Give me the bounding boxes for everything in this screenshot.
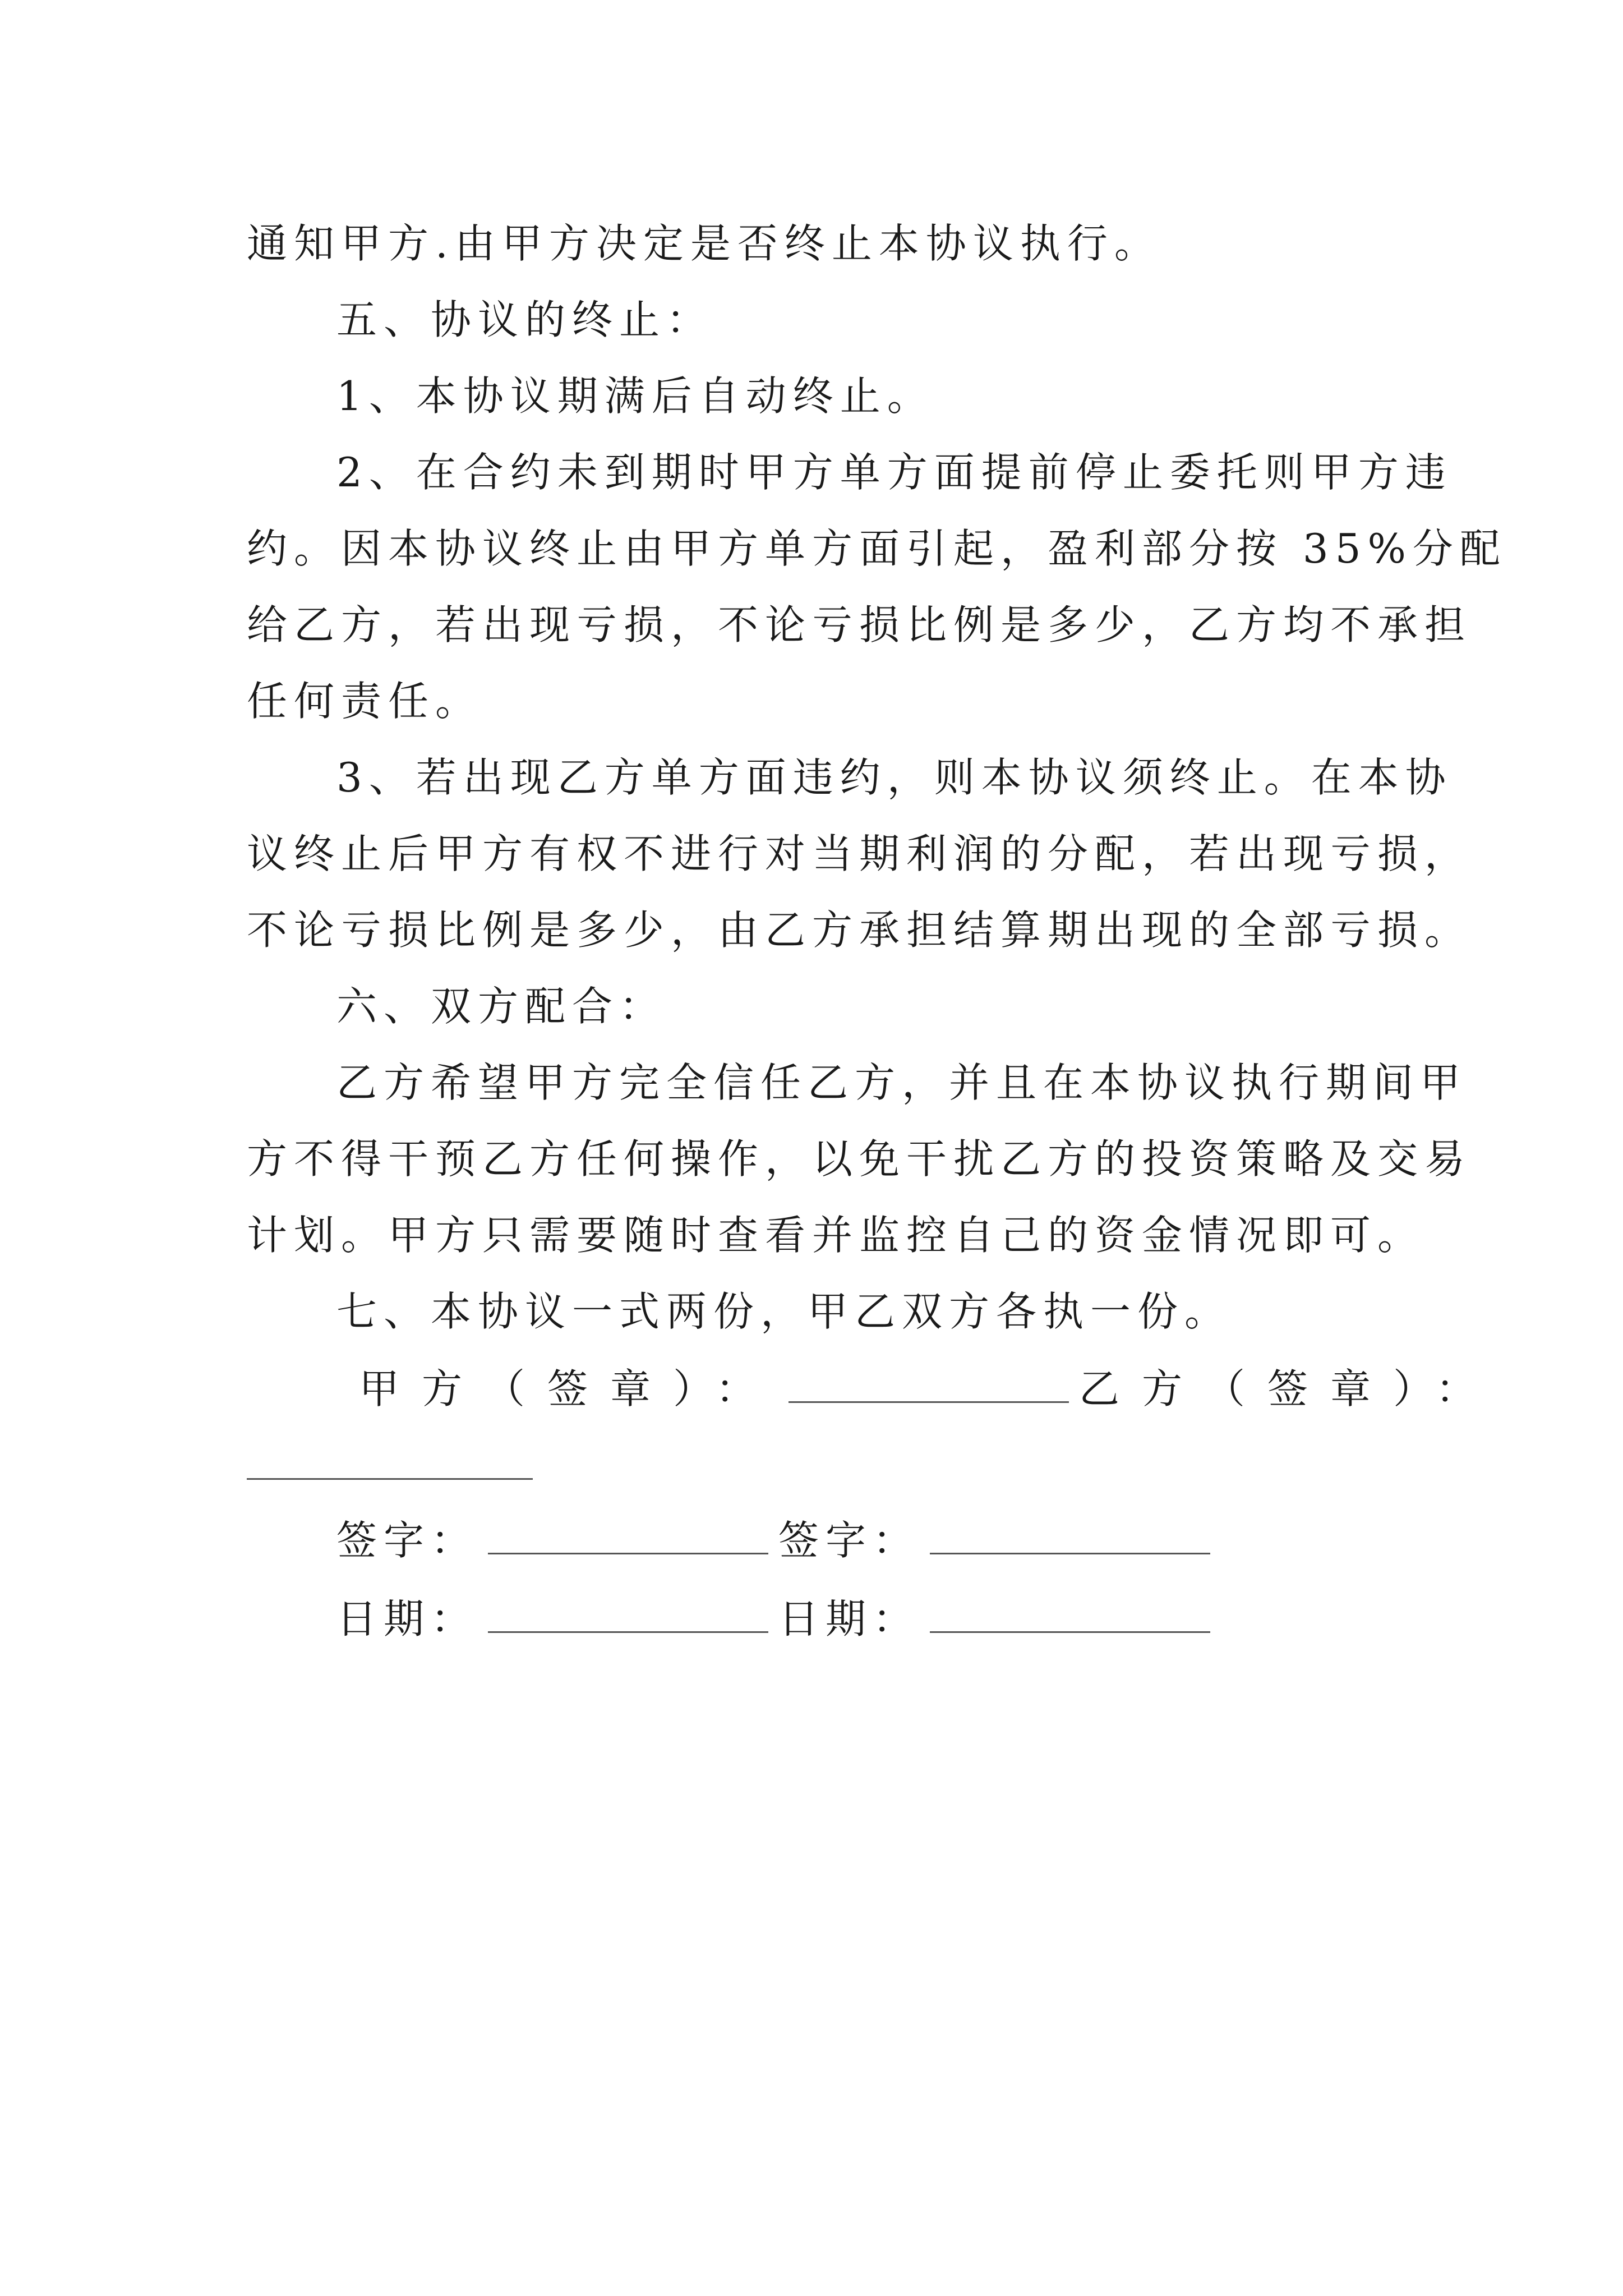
party-b-seal-label: 乙方（签章）： [1079, 1365, 1499, 1412]
date-row [336, 1595, 1220, 1642]
party-a-date-label: 日期： [336, 1595, 478, 1642]
paragraph-line: 七、本协议一式两份，甲乙双方各执一份。 [336, 1288, 1232, 1335]
party-b-date-blank [930, 1626, 1210, 1633]
party-b-seal-blank [247, 1478, 533, 1480]
section-heading: 六、双方配合： [336, 983, 667, 1030]
party-b-sign-blank [930, 1547, 1210, 1554]
paragraph-line: 约。因本协议终止由甲方单方面引起，盈利部分按 35%分配 [247, 525, 1507, 572]
party-a-seal-label: 甲方（签章）： [359, 1365, 779, 1412]
party-a-seal-blank [789, 1396, 1069, 1403]
party-b-date-label: 日期： [778, 1595, 920, 1642]
paragraph-line: 不论亏损比例是多少，由乙方承担结算期出现的全部亏损。 [247, 907, 1472, 954]
paragraph-line: 任何责任。 [247, 678, 483, 725]
paragraph-line: 1、本协议期满后自动终止。 [336, 372, 934, 420]
sign-row [336, 1517, 1220, 1564]
signature-row [359, 1365, 1499, 1412]
section-heading: 五、协议的终止： [336, 296, 714, 343]
paragraph-line: 3、若出现乙方单方面违约，则本协议须终止。在本协 [336, 754, 1453, 801]
paragraph-line: 议终止后甲方有权不进行对当期利润的分配，若出现亏损， [247, 830, 1472, 877]
paragraph-line: 计划。甲方只需要随时查看并监控自己的资金情况即可。 [247, 1212, 1425, 1259]
party-a-sign-label: 签字： [336, 1517, 478, 1564]
party-a-date-blank [488, 1626, 768, 1633]
paragraph-line: 2、在合约未到期时甲方单方面提前停止委托则甲方违 [336, 449, 1453, 496]
party-b-sign-label: 签字： [778, 1517, 920, 1564]
paragraph-line: 通知甲方.由甲方决定是否终止本协议执行。 [247, 220, 1161, 267]
paragraph-line: 给乙方，若出现亏损，不论亏损比例是多少，乙方均不承担 [247, 601, 1472, 648]
party-a-sign-blank [488, 1547, 768, 1554]
paragraph-line: 乙方希望甲方完全信任乙方，并且在本协议执行期间甲 [336, 1059, 1468, 1106]
paragraph-line: 方不得干预乙方任何操作，以免干扰乙方的投资策略及交易 [247, 1135, 1472, 1182]
